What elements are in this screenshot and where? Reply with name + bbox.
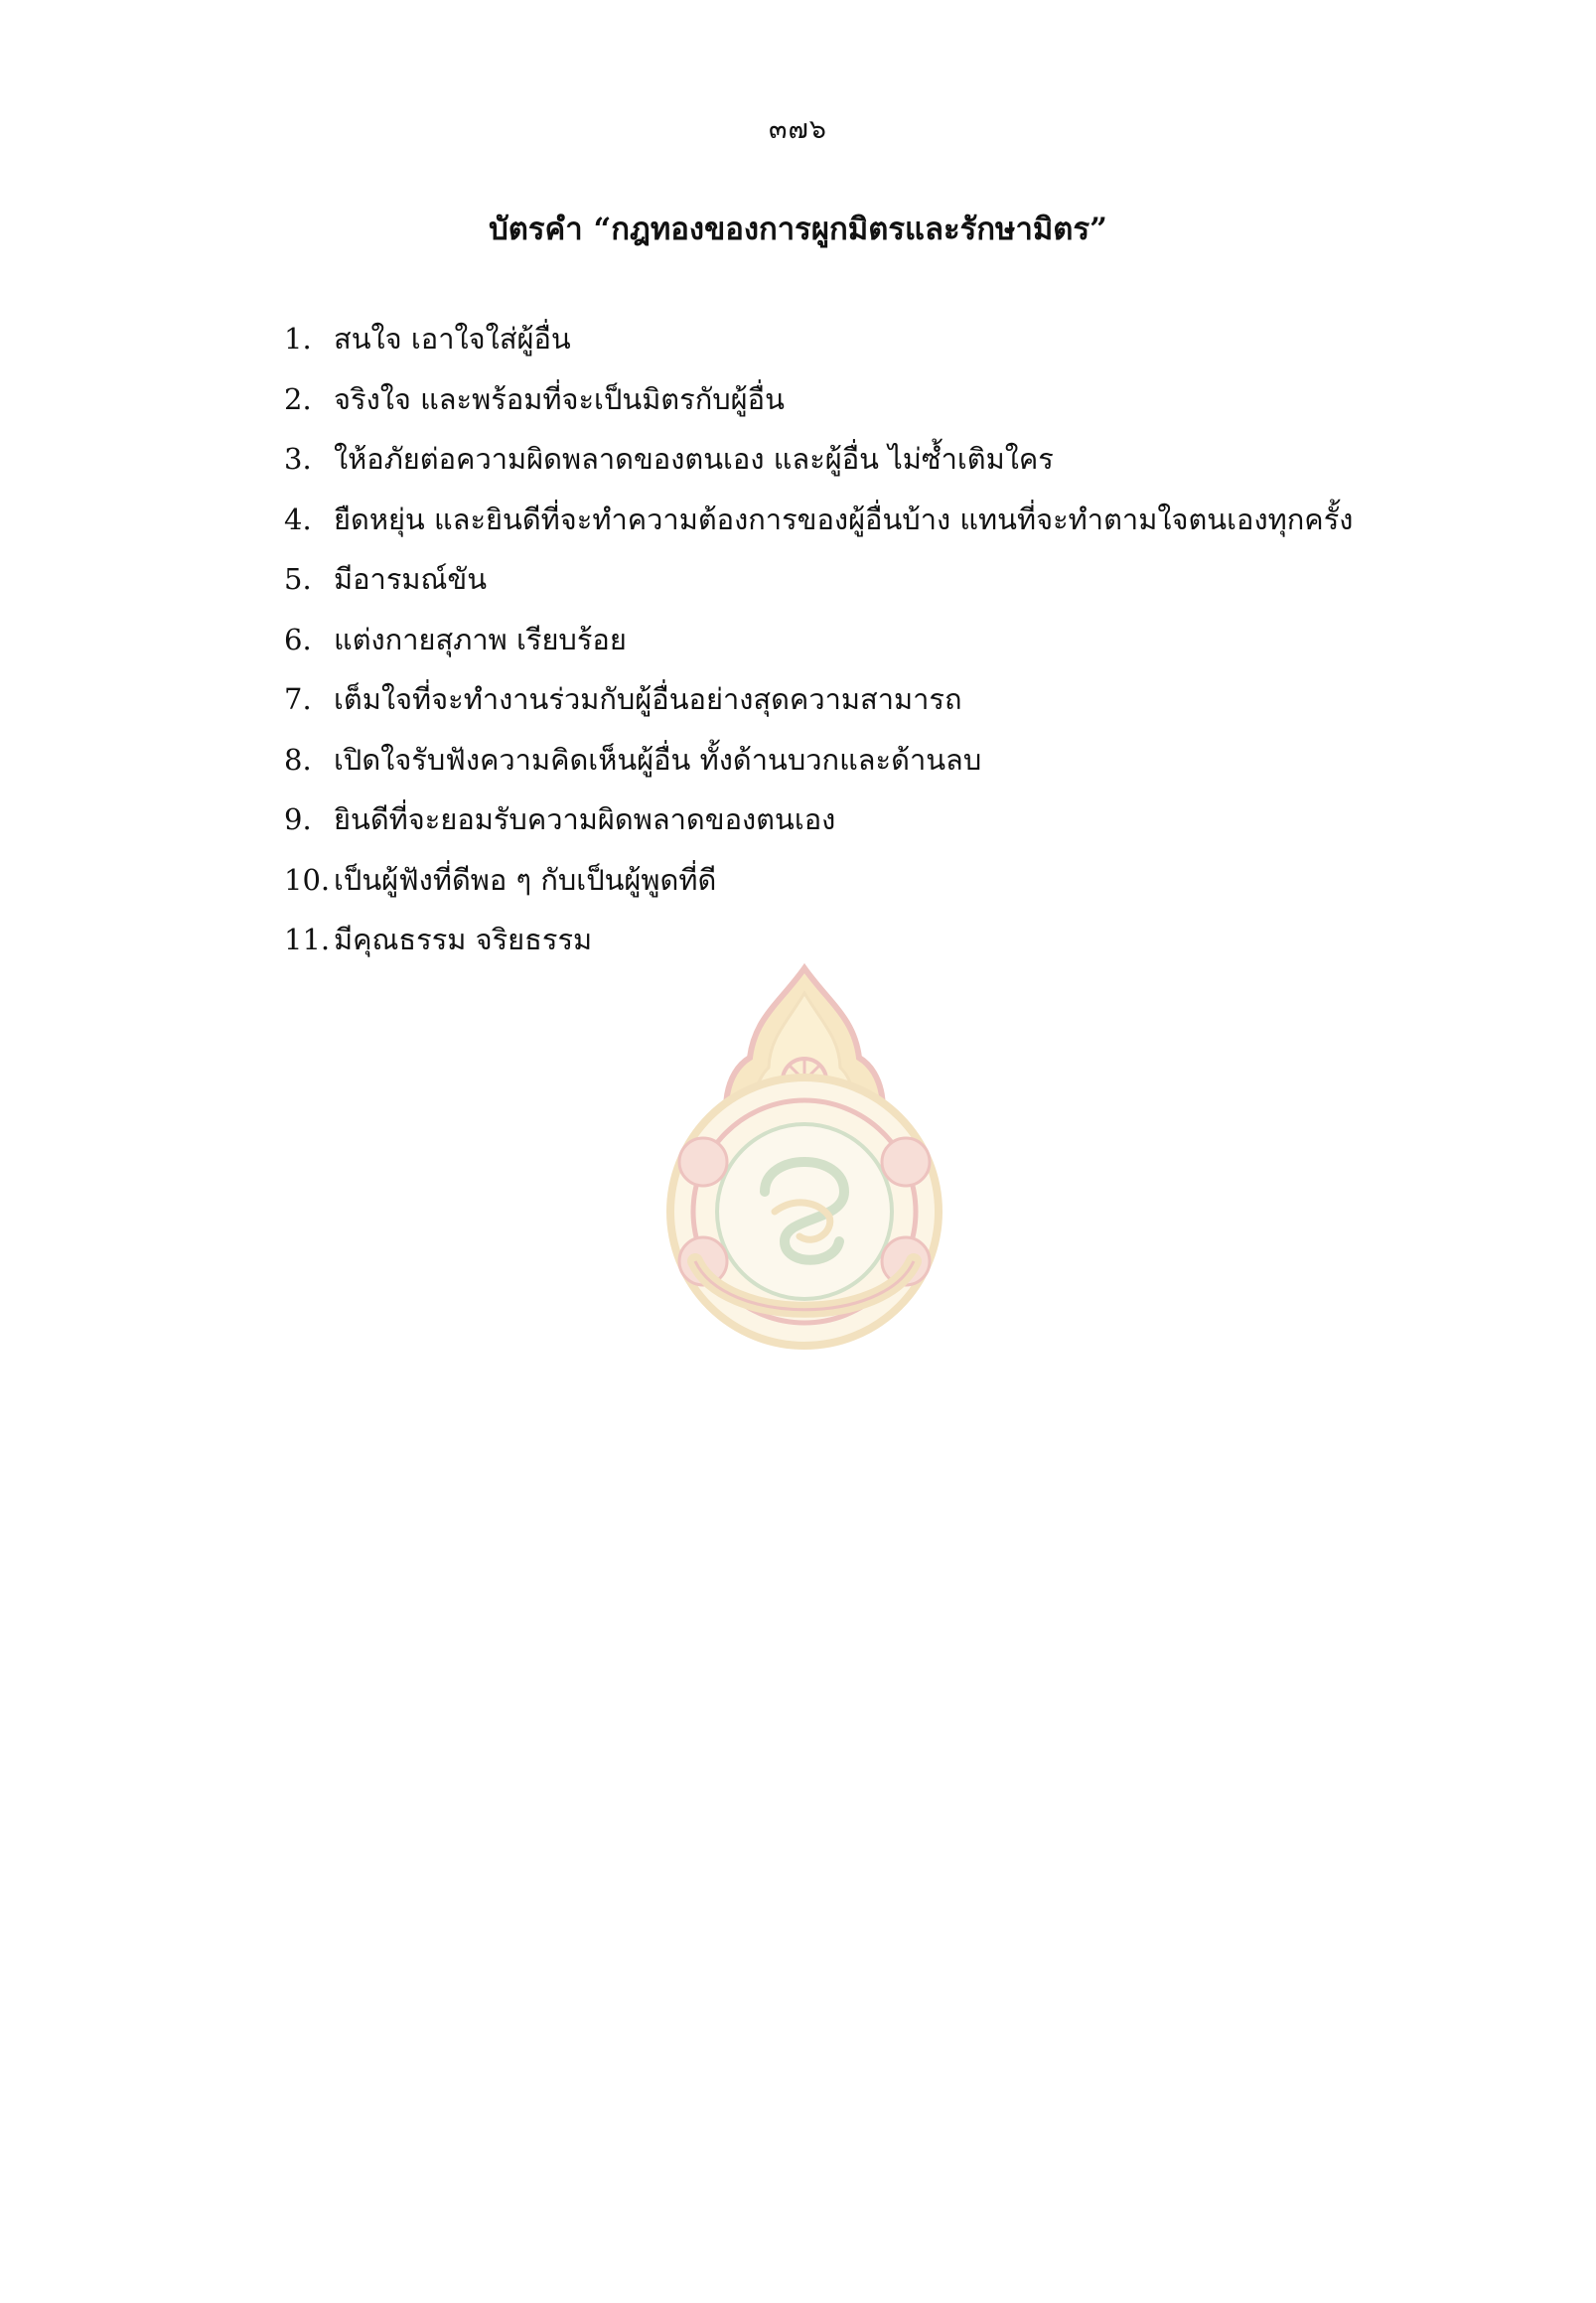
list-item-text: เต็มใจที่จะทำงานร่วมกับผู้อื่นอย่างสุดความสามารถ (334, 682, 962, 716)
list-item-number: 9. (284, 802, 312, 836)
list-item-text: เปิดใจรับฟังความคิดเห็นผู้อื่น ทั้งด้านบวกและด้านลบ (334, 742, 982, 777)
list-item (284, 737, 1396, 797)
list-item-number: 4. (284, 502, 312, 536)
list-item-number: 8. (284, 742, 312, 777)
list-item-number: 5. (284, 562, 312, 596)
list-item (284, 376, 1396, 437)
rule-list (284, 316, 1396, 977)
list-item (284, 436, 1396, 497)
obec-emblem-watermark-icon (655, 963, 953, 1351)
list-item-number: 3. (284, 442, 312, 476)
list-item-text: เป็นผู้ฟังที่ดีพอ ๆ กับเป็นผู้พูดที่ดี (334, 862, 717, 897)
list-item (284, 796, 1396, 857)
page-number: ๓๗๖ (769, 114, 827, 145)
list-item-text: มีคุณธรรม จริยธรรม (334, 923, 593, 956)
list-item (284, 556, 1396, 617)
list-item (284, 497, 1396, 557)
list-item-number: 2. (284, 381, 312, 416)
list-item-number: 7. (284, 682, 312, 716)
list-item-text: แต่งกายสุภาพ เรียบร้อย (334, 622, 627, 656)
list-item-text: ยืดหยุ่น และยินดีที่จะทำความต้องการของผู้อื่นบ้าง แทนที่จะทำตามใจตนเองทุกครั้ง (334, 502, 1354, 536)
page-title: บัตรคำ “กฎทองของการผูกมิตรและรักษามิตร” (489, 212, 1107, 247)
list-item-number: 1. (284, 322, 312, 356)
list-item (284, 676, 1396, 737)
list-item-text: จริงใจ และพร้อมที่จะเป็นมิตรกับผู้อื่น (334, 381, 785, 416)
list-item-number: 10. (284, 862, 331, 897)
list-item-text: ให้อภัยต่อความผิดพลาดของตนเอง และผู้อื่น ไม่ซ้ำเติมใคร (334, 442, 1054, 476)
list-item (284, 857, 1396, 918)
list-item-number: 11. (284, 923, 331, 956)
list-item (284, 617, 1396, 677)
list-item-number: 6. (284, 622, 312, 656)
list-item-text: ยินดีที่จะยอมรับความผิดพลาดของตนเอง (334, 802, 836, 836)
list-item-text: มีอารมณ์ขัน (334, 562, 488, 596)
list-item (284, 316, 1396, 376)
list-item-text: สนใจ เอาใจใส่ผู้อื่น (334, 322, 571, 356)
